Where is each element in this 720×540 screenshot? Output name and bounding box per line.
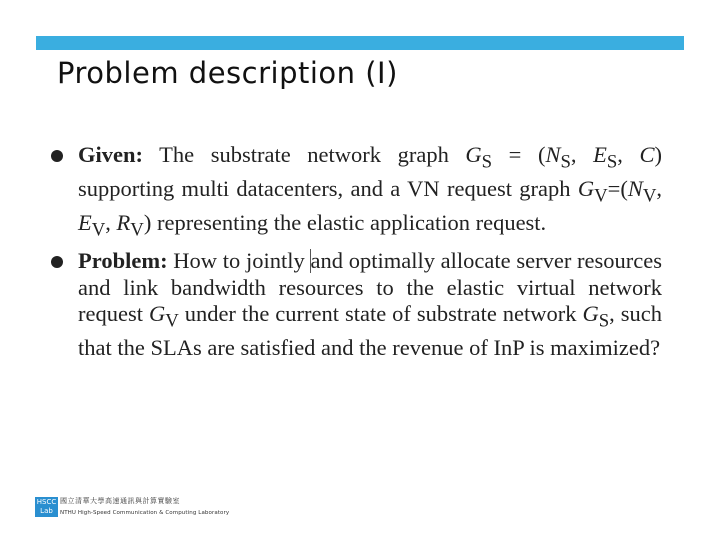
logo-text-bottom: Lab	[40, 507, 53, 515]
math-symbol: C	[639, 142, 655, 167]
math-subscript: S	[606, 151, 618, 173]
bullet-label: Given:	[78, 142, 143, 167]
math-symbol: E	[593, 142, 607, 167]
math-symbol: E	[78, 210, 92, 235]
footer	[60, 497, 229, 518]
lab-name-chinese: 國立清華大學高速通訊與計算實驗室	[60, 497, 180, 505]
text-run: = (	[492, 142, 546, 167]
lab-name-english: NTHU High-Speed Communication & Computing Laboratory	[60, 510, 230, 516]
math-symbol: G	[465, 142, 482, 167]
math-symbol: N	[627, 176, 643, 201]
math-subscript: S	[598, 310, 610, 332]
math-symbol: G	[148, 301, 166, 326]
math-symbol: G	[577, 176, 595, 201]
bullet-text	[78, 142, 662, 241]
text-run: under the current state of substrate network	[178, 301, 583, 326]
text-run: =(	[607, 176, 628, 201]
bullet-dot-icon	[51, 150, 63, 162]
text-run: The substrate network graph	[143, 142, 466, 167]
bullet-problem	[48, 248, 662, 362]
math-subscript: V	[165, 310, 179, 332]
bullet-list	[48, 142, 662, 366]
text-run: , such that the SLAs are satisfied and the revenue of InP is maximized?	[78, 301, 662, 360]
text-run: How to jointly	[167, 248, 311, 273]
math-subscript: S	[560, 151, 571, 173]
slide-title: Problem description (I)	[57, 56, 398, 90]
text-run: ,	[617, 142, 640, 167]
math-symbol: R	[116, 210, 131, 235]
bullet-given	[48, 142, 662, 244]
text-run: ) representing the elastic application request.	[143, 210, 547, 235]
math-symbol: N	[545, 142, 561, 167]
text-run: ,	[656, 176, 662, 201]
bullet-dot-icon	[51, 256, 63, 268]
lab-logo-icon	[35, 497, 58, 517]
bullet-label: Problem:	[78, 248, 168, 273]
text-run: ,	[570, 142, 594, 167]
math-subscript: V	[91, 219, 106, 241]
text-run: ,	[105, 210, 117, 235]
logo-text-top: HSCC	[36, 498, 57, 506]
math-subscript: V	[642, 185, 657, 207]
math-subscript: S	[481, 151, 493, 173]
math-subscript: V	[130, 219, 144, 241]
math-symbol: G	[582, 301, 599, 326]
title-accent-bar	[36, 36, 684, 50]
text-run: ) supporting multi datacenters, and a VN request graph	[78, 142, 662, 201]
text-run: and optimally allocate server resources and link bandwidth resources to the elastic virtual network request	[78, 248, 662, 326]
math-subscript: V	[594, 185, 608, 207]
